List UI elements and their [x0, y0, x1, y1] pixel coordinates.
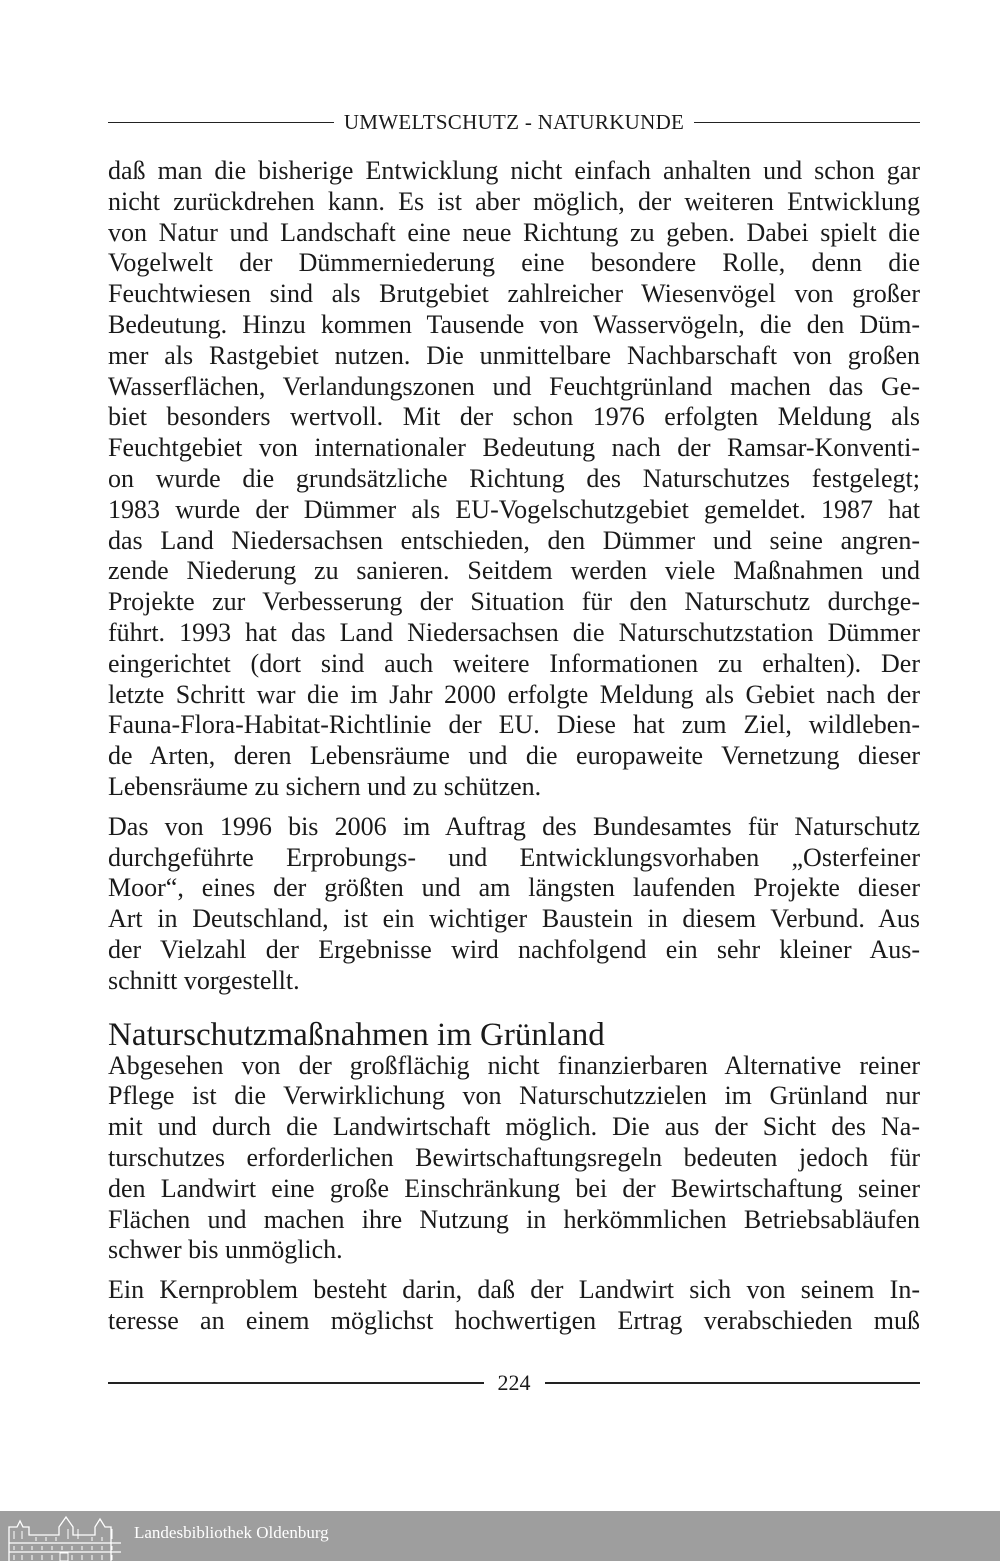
- text-line: on wurde die grundsätzliche Richtung des Naturschutzes festgelegt;: [108, 463, 920, 493]
- header-rule-right: [694, 122, 920, 124]
- text-line: de Arten, deren Lebensräume und die europaweite Vernetzung dieser: [108, 741, 920, 771]
- text-line: biet besonders wertvoll. Mit der schon 1976 erfolgten Meldung als: [108, 402, 920, 432]
- text-line: mit und durch die Landwirtschaft möglich. Die aus der Sicht des Na-: [108, 1112, 920, 1142]
- text-line: Ein Kernproblem besteht darin, daß der Landwirt sich von seinem In-: [108, 1275, 920, 1305]
- text-line: Vogelwelt der Dümmerniederung eine besondere Rolle, denn die: [108, 248, 920, 278]
- text-line: Das von 1996 bis 2006 im Auftrag des Bundesamtes für Naturschutz: [108, 811, 920, 841]
- text-line: das Land Niedersachsen entschieden, den Dümmer und seine angren-: [108, 525, 920, 555]
- text-line: den Landwirt eine große Einschränkung bei der Bewirtschaftung seiner: [108, 1173, 920, 1203]
- text-line: turschutzes erforderlichen Bewirtschaftungsregeln bedeuten jedoch für: [108, 1142, 920, 1172]
- text-line: Abgesehen von der großflächig nicht finanzierbaren Alternative reiner: [108, 1050, 920, 1080]
- text-line: teresse an einem möglichst hochwertigen Ertrag verabschieden muß: [108, 1305, 920, 1335]
- text-line: schwer bis unmöglich.: [108, 1235, 343, 1265]
- text-line: Fauna-Flora-Habitat-Richtlinie der EU. Diese hat zum Ziel, wildleben-: [108, 710, 920, 740]
- text-line: Wasserflächen, Verlandungszonen und Feuchtgrünland machen das Ge-: [108, 371, 920, 401]
- header-title: UMWELTSCHUTZ - NATURKUNDE: [343, 110, 685, 134]
- text-line: Moor“, eines der größten und am längsten laufenden Projekte dieser: [108, 873, 920, 903]
- text-line: durchgeführte Erprobungs- und Entwicklungsvorhaben „Osterfeiner: [108, 842, 920, 872]
- text-line: Art in Deutschland, ist ein wichtiger Baustein in diesem Verbund. Aus: [108, 904, 920, 934]
- text-line: Flächen und machen ihre Nutzung in herkömmlichen Betriebsabläufen: [108, 1204, 920, 1234]
- text-line: führt. 1993 hat das Land Niedersachsen die Naturschutzstation Dümmer: [108, 617, 920, 647]
- header-rule-left: [108, 122, 334, 124]
- text-line: von Natur und Landschaft eine neue Richtung zu geben. Dabei spielt die: [108, 217, 920, 247]
- text-line: der Vielzahl der Ergebnisse wird nachfolgend ein sehr kleiner Aus-: [108, 934, 920, 964]
- text-line: Lebensräume zu sichern und zu schützen.: [108, 771, 542, 801]
- text-line: nicht zurückdrehen kann. Es ist aber möglich, der weiteren Entwicklung: [108, 186, 920, 216]
- running-header: [108, 110, 920, 135]
- text-line: schnitt vorgestellt.: [108, 965, 300, 995]
- library-banner: [0, 1511, 1000, 1561]
- text-line: eingerichtet (dort sind auch weitere Informationen zu erhalten). Der: [108, 648, 920, 678]
- text-line: mer als Rastgebiet nutzen. Die unmittelbare Nachbarschaft von großen: [108, 340, 920, 370]
- section-heading: Naturschutzmaßnahmen im Grünland: [108, 1016, 605, 1053]
- text-line: Feuchtgebiet von internationaler Bedeutung nach der Ramsar-Konventi-: [108, 433, 920, 463]
- text-line: letzte Schritt war die im Jahr 2000 erfolgte Meldung als Gebiet nach der: [108, 679, 920, 709]
- library-name: Landesbibliothek Oldenburg: [134, 1523, 329, 1542]
- text-line: Pflege ist die Verwirklichung von Naturschutzzielen im Grünland nur: [108, 1081, 920, 1111]
- text-line: daß man die bisherige Entwicklung nicht einfach anhalten und schon gar: [108, 156, 920, 185]
- text-line: 1983 wurde der Dümmer als EU-Vogelschutzgebiet gemeldet. 1987 hat: [108, 494, 920, 524]
- text-line: zende Niederung zu sanieren. Seitdem werden viele Maßnahmen und: [108, 556, 920, 586]
- page-body: [108, 156, 920, 1337]
- page-number: 224: [497, 1370, 531, 1395]
- page-footer: [108, 1370, 920, 1396]
- text-line: Bedeutung. Hinzu kommen Tausende von Wasservögeln, die den Düm-: [108, 309, 920, 339]
- library-building-logo-icon: [6, 1513, 124, 1561]
- footer-rule-right: [545, 1382, 921, 1384]
- text-line: Feuchtwiesen sind als Brutgebiet zahlreicher Wiesenvögel von großer: [108, 279, 920, 309]
- text-line: Projekte zur Verbesserung der Situation für den Naturschutz durchge-: [108, 587, 920, 617]
- footer-rule-left: [108, 1382, 484, 1384]
